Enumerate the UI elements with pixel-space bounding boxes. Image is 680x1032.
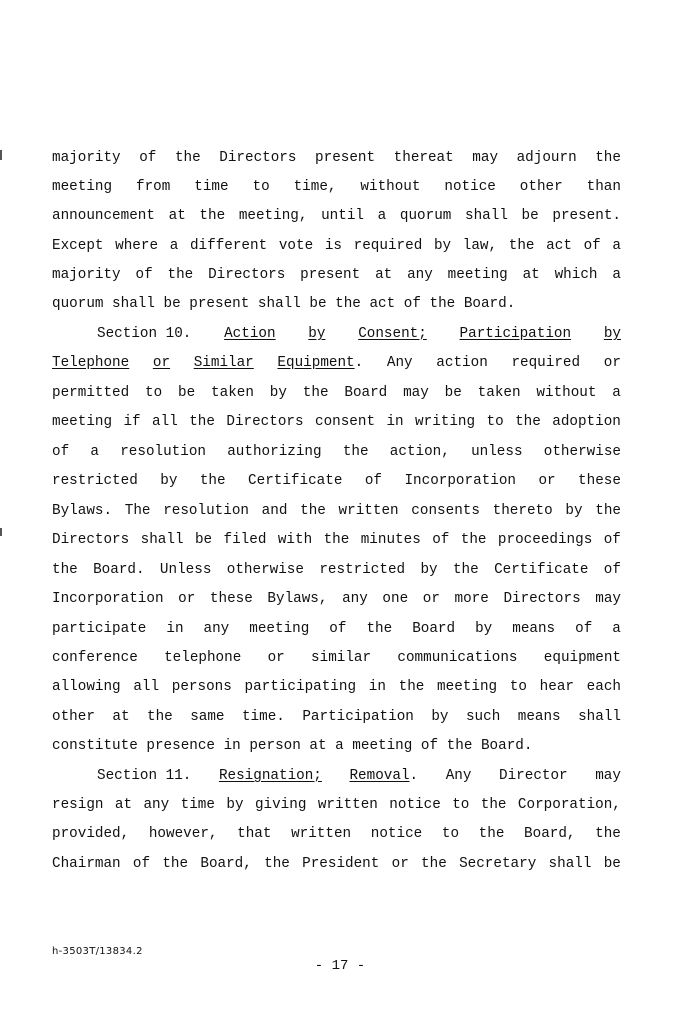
body-word: the — [478, 826, 505, 842]
body-word: law, — [462, 238, 498, 254]
body-word: be — [521, 208, 539, 224]
body-word: time, — [293, 179, 337, 195]
body-word: the — [515, 414, 541, 430]
body-word: Chairman — [52, 856, 121, 872]
body-word: at — [112, 709, 130, 725]
body-word: minutes — [360, 532, 421, 548]
body-word: in — [386, 414, 404, 430]
body-word: may — [595, 591, 621, 607]
body-word: the — [300, 503, 326, 519]
body-word: written — [317, 797, 378, 813]
heading-word: Telephone — [52, 355, 130, 371]
heading-word: Removal. — [349, 768, 419, 784]
body-line — [52, 531, 621, 549]
body-word: taken — [211, 385, 254, 401]
body-word: meeting — [437, 679, 498, 695]
body-word: without — [360, 179, 421, 195]
body-word: adoption — [552, 414, 621, 430]
body-line — [52, 649, 621, 667]
heading-word: Participation — [459, 326, 572, 342]
body-word: any — [407, 267, 433, 283]
body-word: the — [323, 532, 350, 548]
body-word: to — [486, 414, 504, 430]
body-word: these — [209, 591, 253, 607]
body-word: the — [595, 503, 621, 519]
body-word: Bylaws. — [52, 503, 113, 519]
body-word: be — [178, 385, 196, 401]
body-word: filed — [223, 532, 267, 548]
body-word: thereto — [492, 503, 553, 519]
body-word: to — [509, 679, 527, 695]
body-word: that — [237, 826, 272, 842]
body-word: the — [366, 621, 393, 637]
body-word: notice — [444, 179, 496, 195]
body-line: constitute presence in person at a meeting of the Board. — [52, 738, 533, 754]
body-word: provided, — [52, 826, 130, 842]
body-word: the — [342, 444, 369, 460]
body-word: without — [536, 385, 597, 401]
body-line — [52, 620, 621, 638]
body-word: the — [52, 562, 78, 578]
heading-word: by — [603, 326, 621, 342]
body-word: Director — [499, 768, 568, 784]
body-word: resign — [52, 797, 104, 813]
body-line — [52, 825, 621, 843]
body-word: same — [190, 709, 225, 725]
body-word: of — [364, 473, 383, 489]
body-line — [52, 590, 621, 608]
body-word: written — [338, 503, 399, 519]
body-word: Board — [412, 621, 456, 637]
body-word: of — [329, 621, 347, 637]
body-word: otherwise — [543, 444, 621, 460]
body-word: a — [612, 385, 621, 401]
body-word: which — [554, 267, 598, 283]
body-word: of — [575, 621, 593, 637]
body-word: the — [146, 709, 173, 725]
body-line — [52, 796, 621, 814]
body-word: consent — [314, 414, 376, 430]
body-line — [52, 149, 621, 167]
body-word: be — [194, 532, 213, 548]
body-word: resolution — [163, 503, 249, 519]
body-word: Certificate — [494, 562, 589, 578]
body-word: authorizing — [227, 444, 322, 460]
body-word: hear — [539, 679, 574, 695]
body-word: action, — [389, 444, 450, 460]
body-word: by — [431, 709, 449, 725]
body-word: required — [511, 355, 581, 371]
body-word: means — [512, 621, 556, 637]
body-word: the — [398, 679, 425, 695]
body-word: Certificate — [248, 473, 343, 489]
body-word: with — [277, 532, 313, 548]
body-word: participating — [244, 679, 357, 695]
body-word: permitted — [52, 385, 130, 401]
body-word: means — [517, 709, 561, 725]
body-word: conference — [52, 650, 138, 666]
body-word: the — [480, 797, 507, 813]
body-word: a — [377, 208, 387, 224]
body-word: of — [583, 238, 601, 254]
body-word: at — [375, 267, 393, 283]
heading-word: Similar — [193, 355, 254, 371]
body-word: communications — [397, 650, 518, 666]
page-number: - 17 - — [314, 958, 366, 974]
body-word: Secretary — [459, 856, 537, 872]
body-word: a — [612, 238, 621, 254]
body-word: and — [261, 503, 288, 519]
body-word: the — [421, 856, 447, 872]
body-word: the — [162, 856, 189, 872]
body-word: each — [586, 679, 621, 695]
body-line — [52, 237, 621, 255]
heading-word: Equipment. — [277, 355, 364, 371]
section-11-heading-line — [97, 767, 621, 785]
body-word: shall — [578, 709, 621, 725]
body-line — [52, 443, 621, 461]
body-word: Directors — [208, 267, 286, 283]
body-word: of — [603, 562, 621, 578]
body-word: written — [291, 826, 352, 842]
body-word: allowing — [52, 679, 121, 695]
body-word: to — [452, 797, 470, 813]
body-word: or — [422, 591, 440, 607]
body-word: by — [475, 621, 493, 637]
body-word: restricted — [52, 473, 138, 489]
body-word: by — [269, 385, 287, 401]
body-line — [52, 561, 621, 579]
body-word: Bylaws, — [267, 591, 328, 607]
body-word: by — [160, 473, 178, 489]
body-word: or — [538, 473, 556, 489]
body-word: any — [342, 591, 368, 607]
document-code: h-3503T/13834.2 — [52, 946, 143, 957]
body-word: otherwise — [226, 562, 304, 578]
body-word: may — [595, 768, 621, 784]
body-word: announcement — [52, 208, 155, 224]
body-word: required — [353, 238, 423, 254]
body-word: taken — [477, 385, 521, 401]
body-word: resolution — [120, 444, 206, 460]
body-word: the — [302, 385, 329, 401]
body-word: shall — [140, 532, 184, 548]
section-label: Section 10. — [97, 326, 192, 342]
body-word: at — [114, 797, 133, 813]
body-word: at — [168, 208, 186, 224]
body-word: where — [115, 238, 159, 254]
body-word: by — [226, 797, 244, 813]
body-word: the — [460, 532, 487, 548]
body-word: these — [578, 473, 621, 489]
body-word: of — [132, 856, 151, 872]
body-word: giving — [254, 797, 307, 813]
body-word: Participation — [302, 709, 414, 725]
heading-word: Resignation; — [218, 768, 322, 784]
body-word: time. — [241, 709, 285, 725]
body-word: action — [436, 355, 488, 371]
body-word: similar — [311, 650, 372, 666]
body-word: the — [595, 150, 621, 166]
body-word: time — [180, 797, 215, 813]
body-word: Board, — [200, 856, 252, 872]
body-word: by — [420, 562, 438, 578]
body-word: consents — [411, 503, 480, 519]
body-word: notice — [389, 797, 441, 813]
body-word: shall — [465, 208, 508, 224]
body-word: of — [432, 532, 450, 548]
heading-word: or — [152, 355, 171, 371]
body-word: the — [264, 856, 290, 872]
body-word: meeting, — [238, 208, 308, 224]
body-word: until — [321, 208, 364, 224]
body-word: act — [546, 238, 572, 254]
body-word: at — [522, 267, 540, 283]
heading-word: Action — [224, 326, 276, 342]
body-word: to — [252, 179, 270, 195]
body-word: meeting — [52, 414, 113, 430]
body-word: Incorporation — [52, 591, 164, 607]
body-word: unless — [471, 444, 523, 460]
body-line: quorum shall be present shall be the act of the Board. — [52, 296, 516, 312]
body-word: The — [124, 503, 151, 519]
body-word: by — [433, 238, 452, 254]
body-line — [52, 472, 621, 490]
body-word: present. — [552, 208, 621, 224]
body-word: or — [603, 355, 621, 371]
body-word: any — [203, 621, 230, 637]
body-word: Directors — [226, 414, 304, 430]
heading-word: by — [308, 326, 326, 342]
body-word: the — [174, 150, 201, 166]
body-word: by — [565, 503, 583, 519]
body-word: Board — [344, 385, 388, 401]
body-word: the — [508, 238, 535, 254]
body-word: the — [199, 208, 226, 224]
body-word: the — [167, 267, 194, 283]
body-word: Any — [386, 355, 413, 371]
body-word: present — [300, 267, 361, 283]
body-word: of — [52, 444, 70, 460]
body-word: Directors — [52, 532, 130, 548]
body-line — [52, 413, 621, 431]
body-word: Directors — [503, 591, 581, 607]
body-line — [52, 708, 621, 726]
body-word: of — [139, 150, 157, 166]
body-word: meeting — [52, 179, 113, 195]
body-word: to — [145, 385, 163, 401]
body-word: be — [444, 385, 462, 401]
body-line — [52, 207, 621, 225]
body-word: other — [52, 709, 95, 725]
body-line — [52, 178, 621, 196]
body-word: Board. — [93, 562, 145, 578]
body-word: or — [267, 650, 285, 666]
body-word: quorum — [399, 208, 452, 224]
body-word: Board, — [524, 826, 576, 842]
body-line — [52, 678, 621, 696]
body-word: one — [382, 591, 409, 607]
body-line — [52, 384, 621, 402]
body-word: Except — [52, 238, 104, 254]
body-word: writing — [415, 414, 476, 430]
body-word: participate — [52, 621, 147, 637]
body-word: than — [586, 179, 621, 195]
scan-margin-mark — [0, 528, 2, 536]
body-word: shall — [548, 856, 592, 872]
body-word: in — [368, 679, 386, 695]
body-word: the — [452, 562, 479, 578]
section-10-heading-line — [97, 325, 621, 343]
body-word: may — [472, 150, 499, 166]
body-word: or — [178, 591, 196, 607]
body-word: Corporation, — [517, 797, 621, 813]
section-label: Section 11. — [97, 768, 192, 784]
body-word: if — [123, 414, 141, 430]
body-word: majority — [52, 267, 121, 283]
body-word: proceedings — [497, 532, 593, 548]
heading-word: Consent; — [358, 326, 427, 342]
body-word: of — [135, 267, 153, 283]
body-word: Incorporation — [404, 473, 516, 489]
body-word: however, — [148, 826, 218, 842]
body-word: to — [441, 826, 460, 842]
body-line — [52, 855, 621, 873]
body-word: President — [302, 856, 380, 872]
body-word: more — [454, 591, 489, 607]
body-word: such — [465, 709, 501, 725]
body-word: any — [143, 797, 170, 813]
body-word: equipment — [543, 650, 621, 666]
body-word: other — [519, 179, 563, 195]
body-word: meeting — [447, 267, 508, 283]
body-word: a — [612, 267, 621, 283]
body-word: from — [135, 179, 171, 195]
body-word: the — [595, 826, 621, 842]
scan-margin-mark — [0, 150, 2, 160]
body-word: Any — [445, 768, 472, 784]
section-10-heading-line-2 — [52, 354, 621, 372]
body-word: adjourn — [516, 150, 577, 166]
body-word: in — [166, 621, 184, 637]
body-line — [52, 266, 621, 284]
body-word: Directors — [219, 150, 297, 166]
body-word: thereat — [393, 150, 454, 166]
body-word: notice — [370, 826, 423, 842]
body-word: a — [612, 621, 621, 637]
body-word: of — [603, 532, 621, 548]
body-word: telephone — [164, 650, 242, 666]
body-word: or — [391, 856, 409, 872]
body-word: different — [189, 238, 268, 254]
body-word: may — [403, 385, 429, 401]
body-line — [52, 502, 621, 520]
body-word: restricted — [319, 562, 406, 578]
body-word: meeting — [249, 621, 310, 637]
body-word: majority — [52, 150, 121, 166]
body-word: Unless — [159, 562, 212, 578]
body-word: time — [194, 179, 229, 195]
body-word: the — [199, 473, 226, 489]
body-word: persons — [171, 679, 232, 695]
body-word: a — [169, 238, 179, 254]
body-word: the — [189, 414, 215, 430]
body-word: be — [603, 856, 621, 872]
body-word: present — [315, 150, 376, 166]
body-word: a — [90, 444, 99, 460]
body-word: vote — [278, 238, 314, 254]
body-word: all — [133, 679, 160, 695]
body-word: is — [324, 238, 342, 254]
body-word: all — [152, 414, 178, 430]
